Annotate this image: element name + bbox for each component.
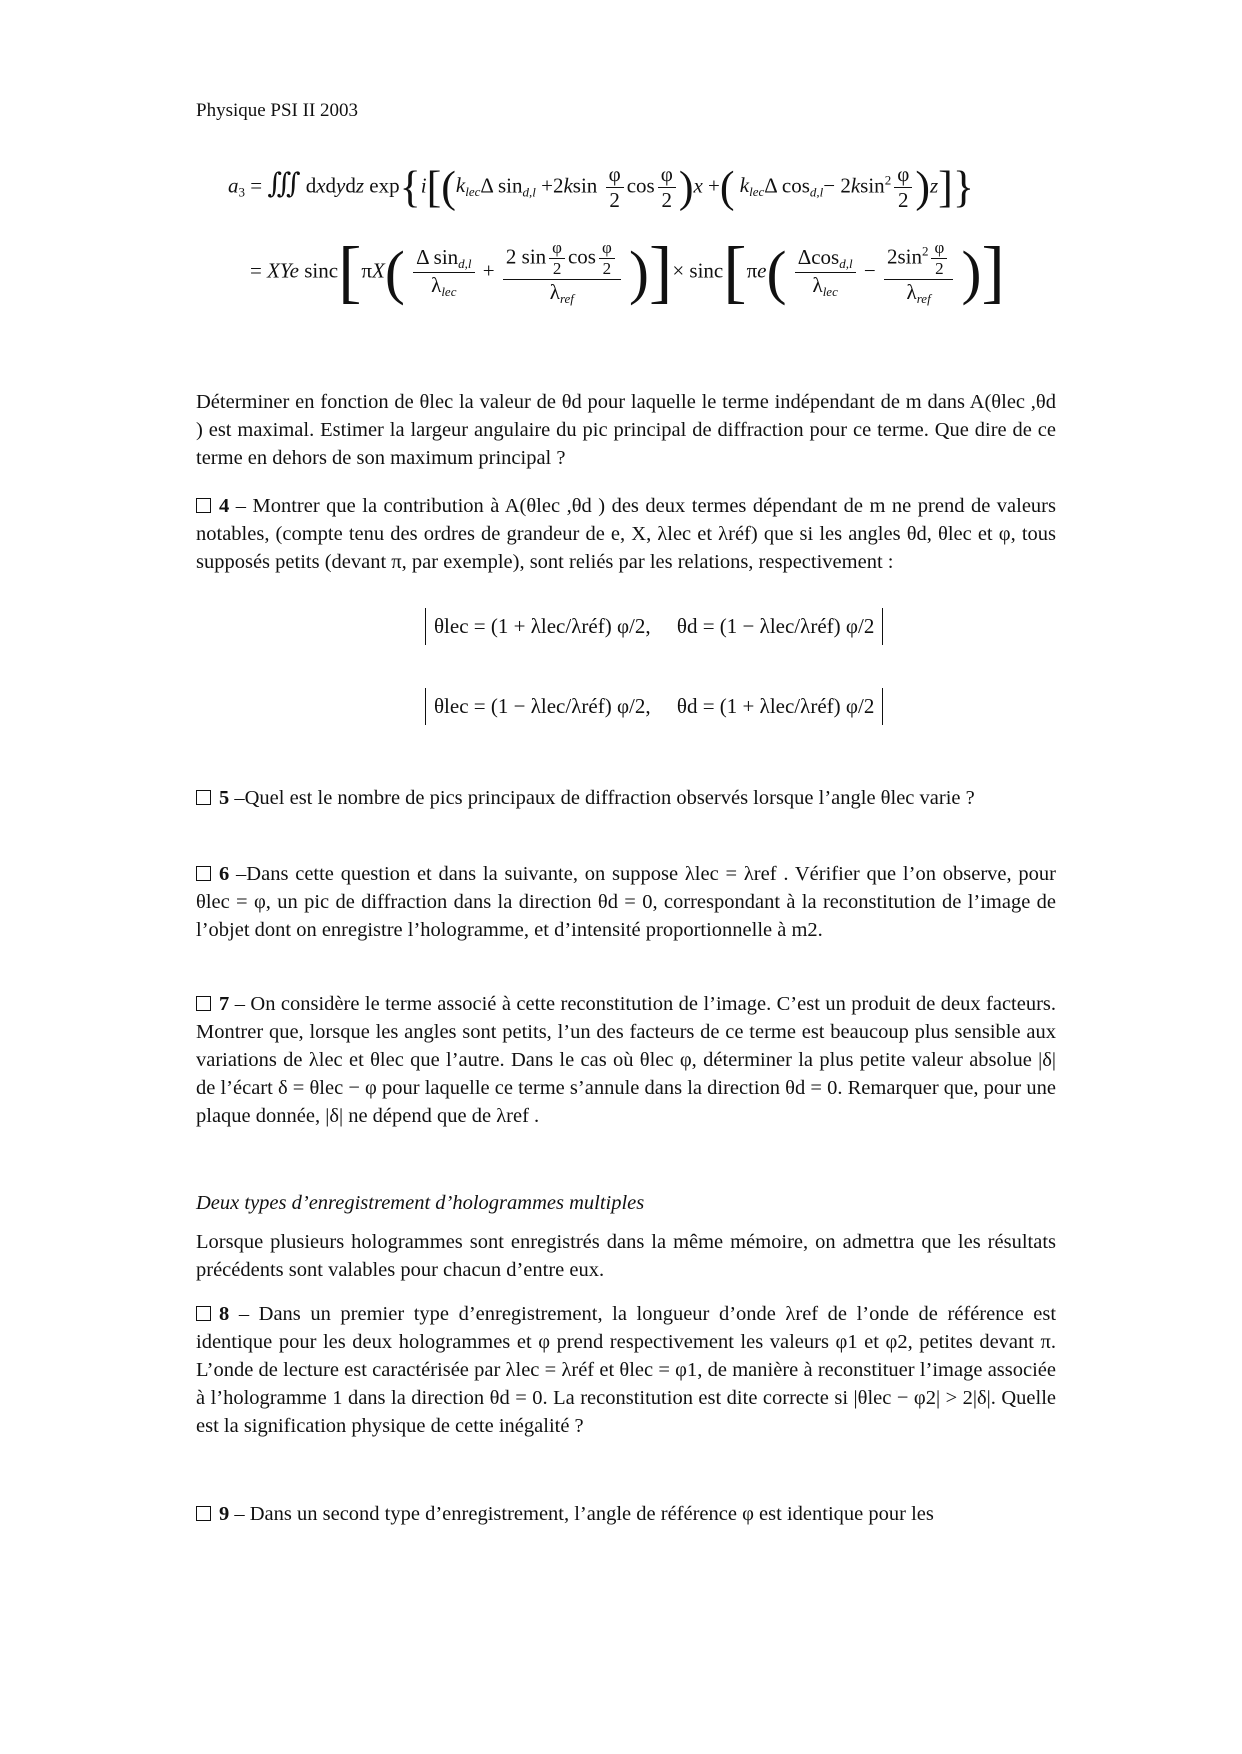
relation-row-1-right: θd = (1 − λlec/λréf) φ/2 — [676, 614, 875, 638]
question-text: – Dans un premier type d’enregistrement, la longueur d’onde λref de l’onde de référence est identique pour les deux hologrammes et φ prend respectivement les valeurs φ1 et φ2, petites devant π. L’onde de lecture est caractérisée par λlec = λréf et θlec = φ1, de manière à reconstituer l’image associée à l’hologramme 1 dans la direction θd = 0. La reconstitution est dite correcte si |θlec − φ2| > 2|δ|. Quelle est la signification physique de cette inégalité ? — [196, 1303, 1057, 1437]
question-text: – Dans un second type d’enregistrement, l’angle de référence φ est identique pour les — [234, 1503, 934, 1525]
checkbox-icon — [196, 790, 211, 805]
relation-row-2-left: θlec = (1 − λlec/λréf) φ/2, — [434, 694, 651, 718]
paragraph-lorsque: Lorsque plusieurs hologrammes sont enregistrés dans la même mémoire, on admettra que les résultats précédents sont valables pour chacun d’entre eux. — [196, 1231, 1056, 1281]
relation-row-2 — [425, 688, 883, 725]
relation-row-1 — [425, 608, 883, 645]
paragraph-determiner: Déterminer en fonction de θlec la valeur de θd pour laquelle le terme indépendant de m dans A(θlec ,θd ) est maximal. Estimer la largeur angulaire du pic principal de diffraction pour ce terme. Que dire de ce terme en dehors de son maximum principal ? — [196, 391, 1056, 469]
checkbox-icon — [196, 866, 211, 881]
question-7 — [196, 990, 1056, 1130]
relation-row-2-right: θd = (1 + λlec/λréf) φ/2 — [676, 694, 875, 718]
question-number: 4 — [219, 495, 230, 517]
section-title: Deux types d’enregistrement d’hologrammes multiples — [196, 1192, 645, 1214]
question-text: – Montrer que la contribution à A(θlec ,θd ) des deux termes dépendant de m ne prend de valeurs notables, (compte tenu des ordres de grandeur de e, X, λlec et λréf) que si les angles θd, θlec et φ, tous supposés petits (devant π, par exemple), sont reliés par les relations, respectivement : — [196, 495, 1056, 573]
question-text: –Dans cette question et dans la suivante, on suppose λlec = λref . Vérifier que l’on observe, pour θlec = φ, un pic de diffraction dans la direction θd = 0, correspondant à la reconstitution de l’image de l’objet dont on enregistre l’hologramme, et d’intensité proportionnelle à m2. — [196, 863, 1056, 941]
checkbox-icon — [196, 498, 211, 513]
question-6 — [196, 860, 1056, 944]
question-number: 5 — [219, 787, 230, 809]
equation-a3: $a_3$ = ∭ dxdydz $\exp\{i[(k_{lec}\Delta$ $\sin_{d,l} +2ksin$ $\frac{\varphi}{2}$ cos $\frac{\varphi}{2}$ )x +( $k_{lec}\Delta$ $\cos_{d,l}- 2ksin^2$ $\frac{\varphi}{2}$ )z]} = XYe sinc[πX( $\frac{\Delta \sin_{d,l}}{\lambda_{lec}}$ + 2 sin $\frac{\varphi}{2}$ cos $\frac{\varphi}{2}$ $\lambda_{ref}$ )]× sinc[πe( $\frac{\Delta\cos_{d,l}}{\lambda_{lec}}$ − $2\sin^2$ $\frac{\varphi}{2}$ $\lambda_{ref}$ )] — [228, 162, 1005, 311]
question-text: – On considère le terme associé à cette reconstitution de l’image. C’est un produit de deux facteurs. Montrer que, lorsque les angles sont petits, l’un des facteurs de ce terme est beaucoup plus sensible aux variations de λlec et θlec que l’autre. Dans le cas où θlec φ, déterminer la plus petite valeur absolue |δ| de l’écart δ = θlec − φ pour laquelle ce terme s’annule dans la direction θd = 0. Remarquer que, pour une plaque donnée, |δ| ne dépend que de λref . — [196, 993, 1057, 1127]
question-9 — [196, 1500, 1056, 1528]
question-8 — [196, 1300, 1056, 1440]
question-number: 8 — [219, 1303, 230, 1325]
question-number: 6 — [219, 863, 230, 885]
equation-relations — [425, 608, 875, 768]
question-5 — [196, 784, 1056, 812]
question-number: 9 — [219, 1503, 230, 1525]
page-header: Physique PSI II 2003 — [196, 100, 359, 121]
checkbox-icon — [196, 1306, 211, 1321]
question-number: 7 — [219, 993, 230, 1015]
question-4 — [196, 492, 1056, 576]
checkbox-icon — [196, 996, 211, 1011]
question-text: –Quel est le nombre de pics principaux de diffraction observés lorsque l’angle θlec varie ? — [234, 787, 975, 809]
checkbox-icon — [196, 1506, 211, 1521]
relation-row-1-left: θlec = (1 + λlec/λréf) φ/2, — [434, 614, 651, 638]
